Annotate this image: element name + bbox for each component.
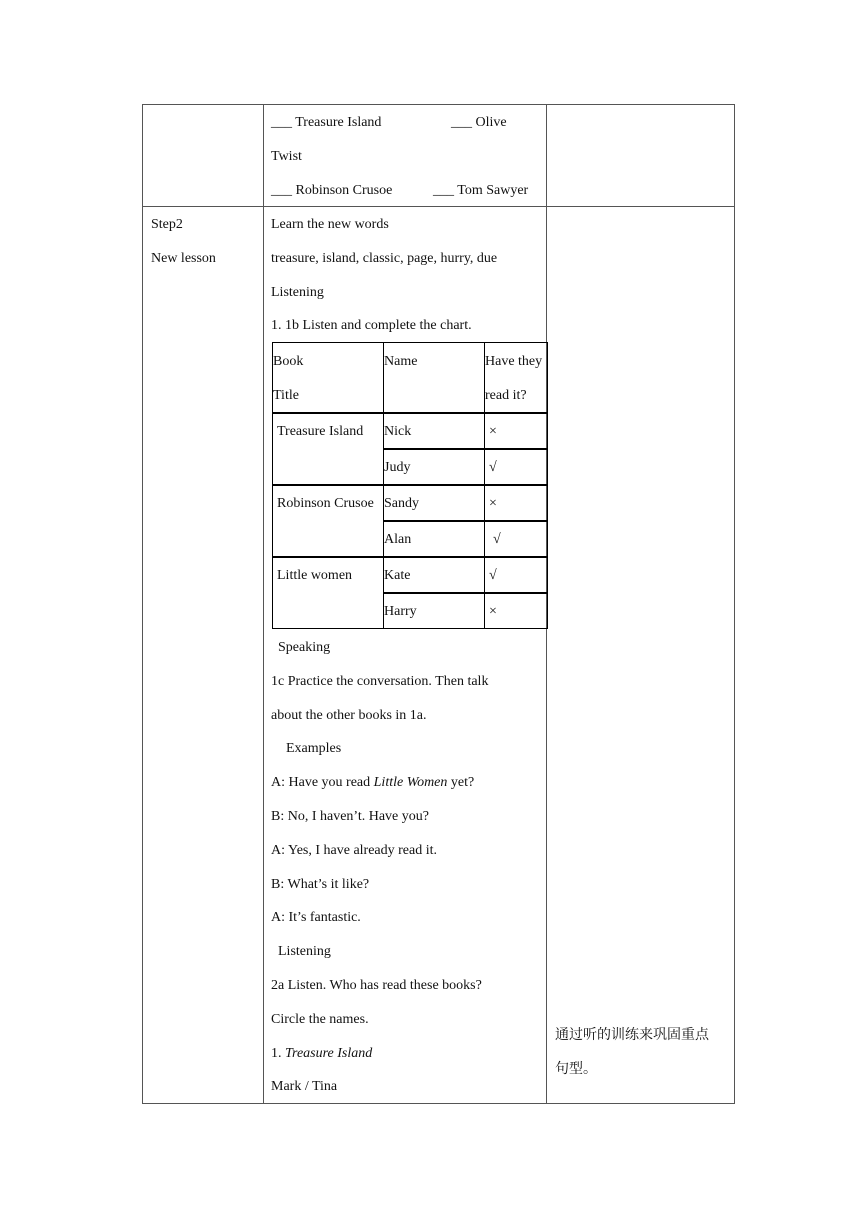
task-1c-line1: 1c Practice the conversation. Then talk [271,674,489,689]
notes-line-1: 通过听的训练来巩固重点 [555,1027,709,1043]
item-1-title: Treasure Island [285,1046,373,1061]
dialogue-line-2: B: No, I haven’t. Have you? [271,809,429,824]
item-1-number: 1. [271,1046,285,1061]
item-1-names: Mark / Tina [271,1079,338,1094]
chart-book-title: Robinson Crusoe [277,496,374,511]
option-olive: ___ Olive [451,115,507,130]
chart-read-mark: × [489,496,497,511]
dialogue-line-1 [271,774,474,792]
chart-student-name: Harry [384,604,417,619]
chart-header-read-line2: read it? [485,388,527,403]
option-robinson-crusoe: ___ Robinson Crusoe [271,183,393,198]
task-1c-line2: about the other books in 1a. [271,708,427,723]
dialogue-line-1-pre: A: Have you read [271,775,374,790]
table-row-divider [142,206,735,207]
table-border-bottom [142,1103,735,1104]
step-name: New lesson [151,251,216,266]
chart-student-name: Sandy [384,496,419,511]
dialogue-line-1-post: yet? [447,775,475,790]
chart-read-mark: × [489,604,497,619]
dialogue-line-4: B: What’s it like? [271,877,370,892]
book-title-little-women: Little Women [373,775,448,790]
table-border-right [734,104,735,1104]
chart-read-mark: × [489,424,497,439]
option-tom-sawyer: ___ Tom Sawyer [433,183,529,198]
chart-student-name: Alan [384,532,412,547]
notes-line-2: 句型。 [555,1061,597,1077]
chart-read-mark: √ [489,568,497,583]
section-listening-1: Listening [271,285,324,300]
chart-header-book-line2: Title [273,388,299,403]
table-col-divider-1 [263,104,264,1104]
chart-read-mark: √ [489,460,497,475]
chart-book-title: Treasure Island [277,424,364,439]
vocabulary-list: treasure, island, classic, page, hurry, due [271,251,498,266]
dialogue-line-3: A: Yes, I have already read it. [271,843,438,858]
chart-header-name-label: Name [384,354,418,369]
chart-header-book-line1: Book [273,354,304,369]
chart-student-name: Kate [384,568,411,583]
examples-heading: Examples [286,741,342,756]
option-treasure-island: ___ Treasure Island [271,115,382,130]
table-border-top [142,104,735,105]
task-2a-line1: 2a Listen. Who has read these books? [271,978,482,993]
task-2a-line2: Circle the names. [271,1012,369,1027]
section-speaking: Speaking [278,640,331,655]
chart-student-name: Judy [384,460,411,475]
step-label: Step2 [151,217,183,232]
chart-header-read-line1: Have they [485,354,543,369]
section-listening-2: Listening [278,944,331,959]
item-1 [271,1045,372,1063]
table-border-left [142,104,143,1104]
chart-read-mark: √ [493,532,501,547]
dialogue-line-5: A: It’s fantastic. [271,910,361,925]
option-twist: Twist [271,149,302,164]
learn-words-heading: Learn the new words [271,217,389,232]
chart-book-title: Little women [277,568,353,583]
task-1b: 1. 1b Listen and complete the chart. [271,318,472,333]
chart-student-name: Nick [384,424,412,439]
